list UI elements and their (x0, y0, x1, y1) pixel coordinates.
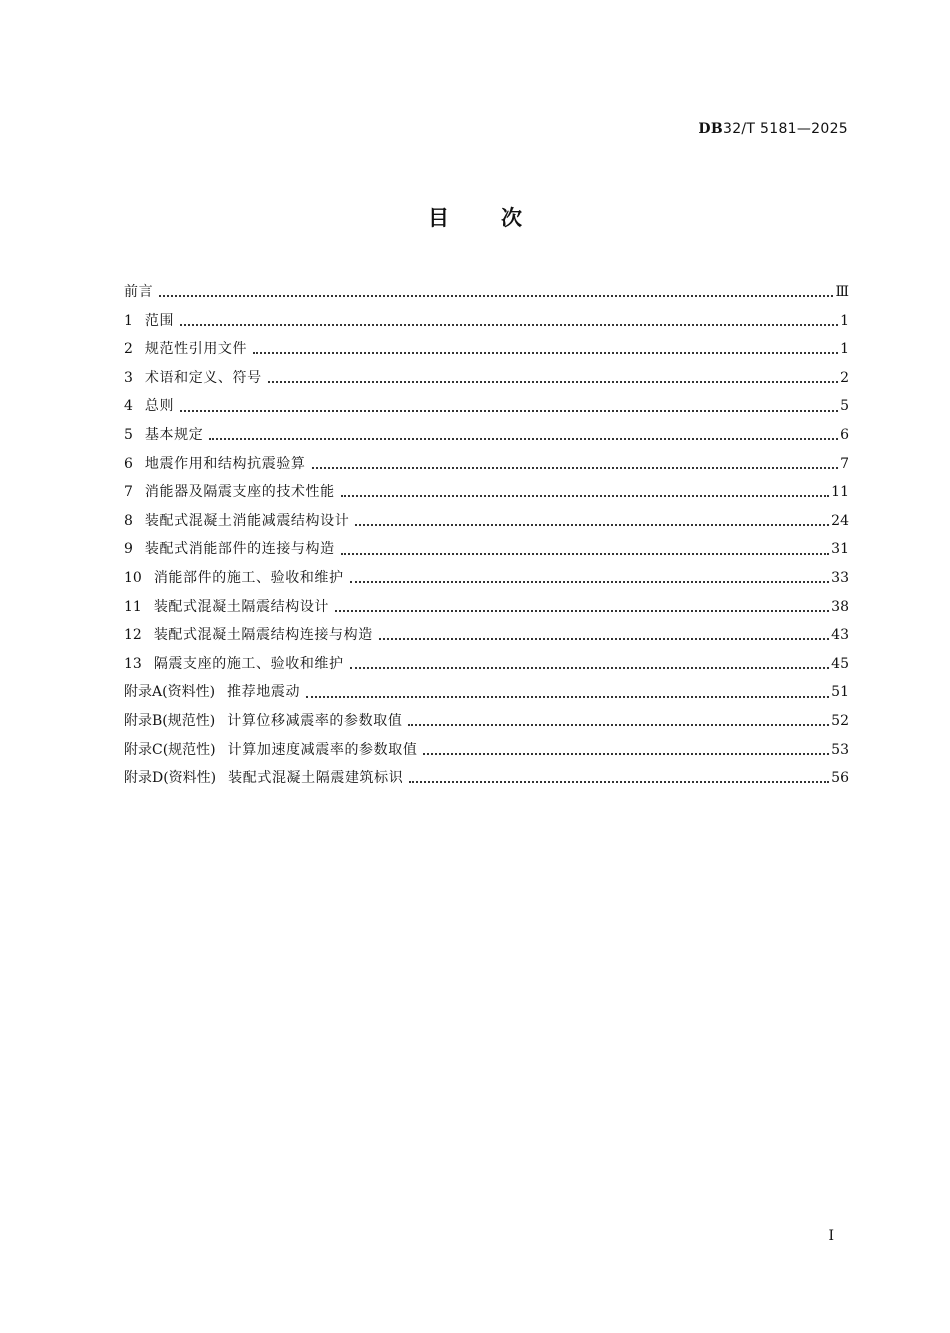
toc-entry-number: 2 (124, 341, 133, 358)
toc-entry-title: 地震作用和结构抗震验算 (144, 455, 306, 472)
toc-entry-title: 规范性引用文件 (144, 341, 248, 358)
toc-dot-leader (209, 438, 838, 440)
toc-entry-number: 8 (124, 512, 133, 529)
toc-dot-leader (335, 610, 829, 612)
toc-entry-title: 术语和定义、符号 (144, 369, 262, 386)
toc-entry-title: 范围 (144, 312, 175, 329)
toc-entry-number: 附录D(资料性) (124, 770, 217, 787)
toc-entry-page: 43 (831, 627, 849, 644)
toc-entry-title: 前言 (124, 284, 154, 300)
toc-entry[interactable] (124, 621, 849, 650)
toc-entry-page: 51 (831, 684, 849, 701)
toc-entry-page: 31 (831, 541, 849, 558)
toc-entry-title: 推荐地震动 (227, 684, 301, 701)
document-code-prefix: DB (698, 121, 723, 137)
toc-entry[interactable] (124, 421, 849, 450)
document-code (698, 121, 848, 137)
toc-entry-number: 附录B(规范性) (124, 712, 216, 729)
toc-entry-page: 1 (840, 312, 849, 329)
toc-entry-page: 1 (840, 341, 849, 358)
toc-entry-page: 24 (831, 512, 849, 529)
toc-entry[interactable] (124, 507, 849, 536)
toc-entry-page: 2 (840, 369, 849, 386)
toc-entry[interactable] (124, 307, 849, 336)
toc-entry-title: 隔震支座的施工、验收和维护 (153, 655, 344, 672)
toc-dot-leader (180, 410, 838, 412)
toc-entry-title: 装配式混凝土消能减震结构设计 (144, 512, 350, 529)
toc-entry-number: 附录C(规范性) (124, 741, 216, 758)
toc-dot-leader (350, 581, 830, 583)
toc-entry-title: 消能器及隔震支座的技术性能 (144, 484, 335, 501)
page-number: I (828, 1228, 834, 1244)
toc-entry-number: 1 (124, 312, 133, 329)
toc-entry[interactable] (124, 707, 849, 736)
toc-entry-number: 6 (124, 455, 133, 472)
toc-entry-number: 4 (124, 398, 133, 415)
toc-entry-number: 3 (124, 369, 133, 386)
toc-dot-leader (350, 667, 830, 669)
toc-entry-page: 56 (831, 770, 849, 787)
toc-entry-number: 10 (124, 569, 142, 586)
toc-dot-leader (409, 781, 829, 783)
toc-entry-number: 7 (124, 484, 133, 501)
toc-entry-title: 基本规定 (144, 426, 204, 443)
toc-dot-leader (253, 352, 838, 354)
toc-dot-leader (268, 381, 838, 383)
toc-entry-page: 45 (831, 655, 849, 672)
toc-entry[interactable] (124, 678, 849, 707)
toc-entry-page: 52 (831, 712, 849, 729)
toc-entry-page: 11 (831, 484, 849, 501)
toc-entry-number: 11 (124, 598, 142, 615)
toc-entry[interactable] (124, 478, 849, 507)
toc-entry-page: 53 (831, 741, 849, 758)
toc-dot-leader (408, 724, 829, 726)
toc-entry-title: 装配式消能部件的连接与构造 (144, 541, 335, 558)
toc-entry-page: 6 (840, 426, 849, 443)
toc-dot-leader (423, 753, 829, 755)
toc-entry[interactable] (124, 278, 849, 307)
toc-entry[interactable] (124, 650, 849, 679)
toc-entry-page: Ⅲ (835, 284, 849, 300)
toc-entry[interactable] (124, 736, 849, 765)
toc-entry-number: 9 (124, 541, 133, 558)
toc-entry-title: 计算加速度减震率的参数取值 (227, 741, 418, 758)
toc-entry-page: 38 (831, 598, 849, 615)
toc-entry[interactable] (124, 564, 849, 593)
toc-dot-leader (341, 553, 829, 555)
toc-entry-page: 33 (831, 569, 849, 586)
toc-dot-leader (341, 495, 829, 497)
toc-dot-leader (312, 467, 839, 469)
toc-entry-title: 装配式混凝土隔震建筑标识 (228, 770, 404, 787)
toc-dot-leader (355, 524, 829, 526)
toc-dot-leader (159, 295, 833, 297)
toc-entry-page: 5 (840, 398, 849, 415)
toc-entry[interactable] (124, 450, 849, 479)
toc-entry-title: 计算位移减震率的参数取值 (227, 712, 403, 729)
toc-entry-page: 7 (840, 455, 849, 472)
toc-entry-title: 总则 (144, 398, 175, 415)
table-of-contents (124, 278, 849, 793)
toc-entry-number: 13 (124, 655, 142, 672)
toc-entry[interactable] (124, 764, 849, 793)
toc-entry[interactable] (124, 593, 849, 622)
toc-entry-title: 装配式混凝土隔震结构连接与构造 (153, 627, 373, 644)
toc-dot-leader (306, 696, 829, 698)
toc-entry-number: 附录A(资料性) (124, 684, 216, 701)
toc-entry-number: 12 (124, 627, 142, 644)
toc-dot-leader (379, 638, 829, 640)
toc-entry-title: 装配式混凝土隔震结构设计 (153, 598, 330, 615)
toc-entry-title: 消能部件的施工、验收和维护 (153, 569, 344, 586)
toc-entry[interactable] (124, 535, 849, 564)
toc-title: 目次 (428, 206, 574, 230)
toc-entry-number: 5 (124, 426, 133, 443)
toc-entry[interactable] (124, 335, 849, 364)
toc-entry[interactable] (124, 364, 849, 393)
toc-entry[interactable] (124, 392, 849, 421)
document-code-number: 32/T 5181—2025 (723, 121, 848, 137)
toc-dot-leader (180, 324, 838, 326)
